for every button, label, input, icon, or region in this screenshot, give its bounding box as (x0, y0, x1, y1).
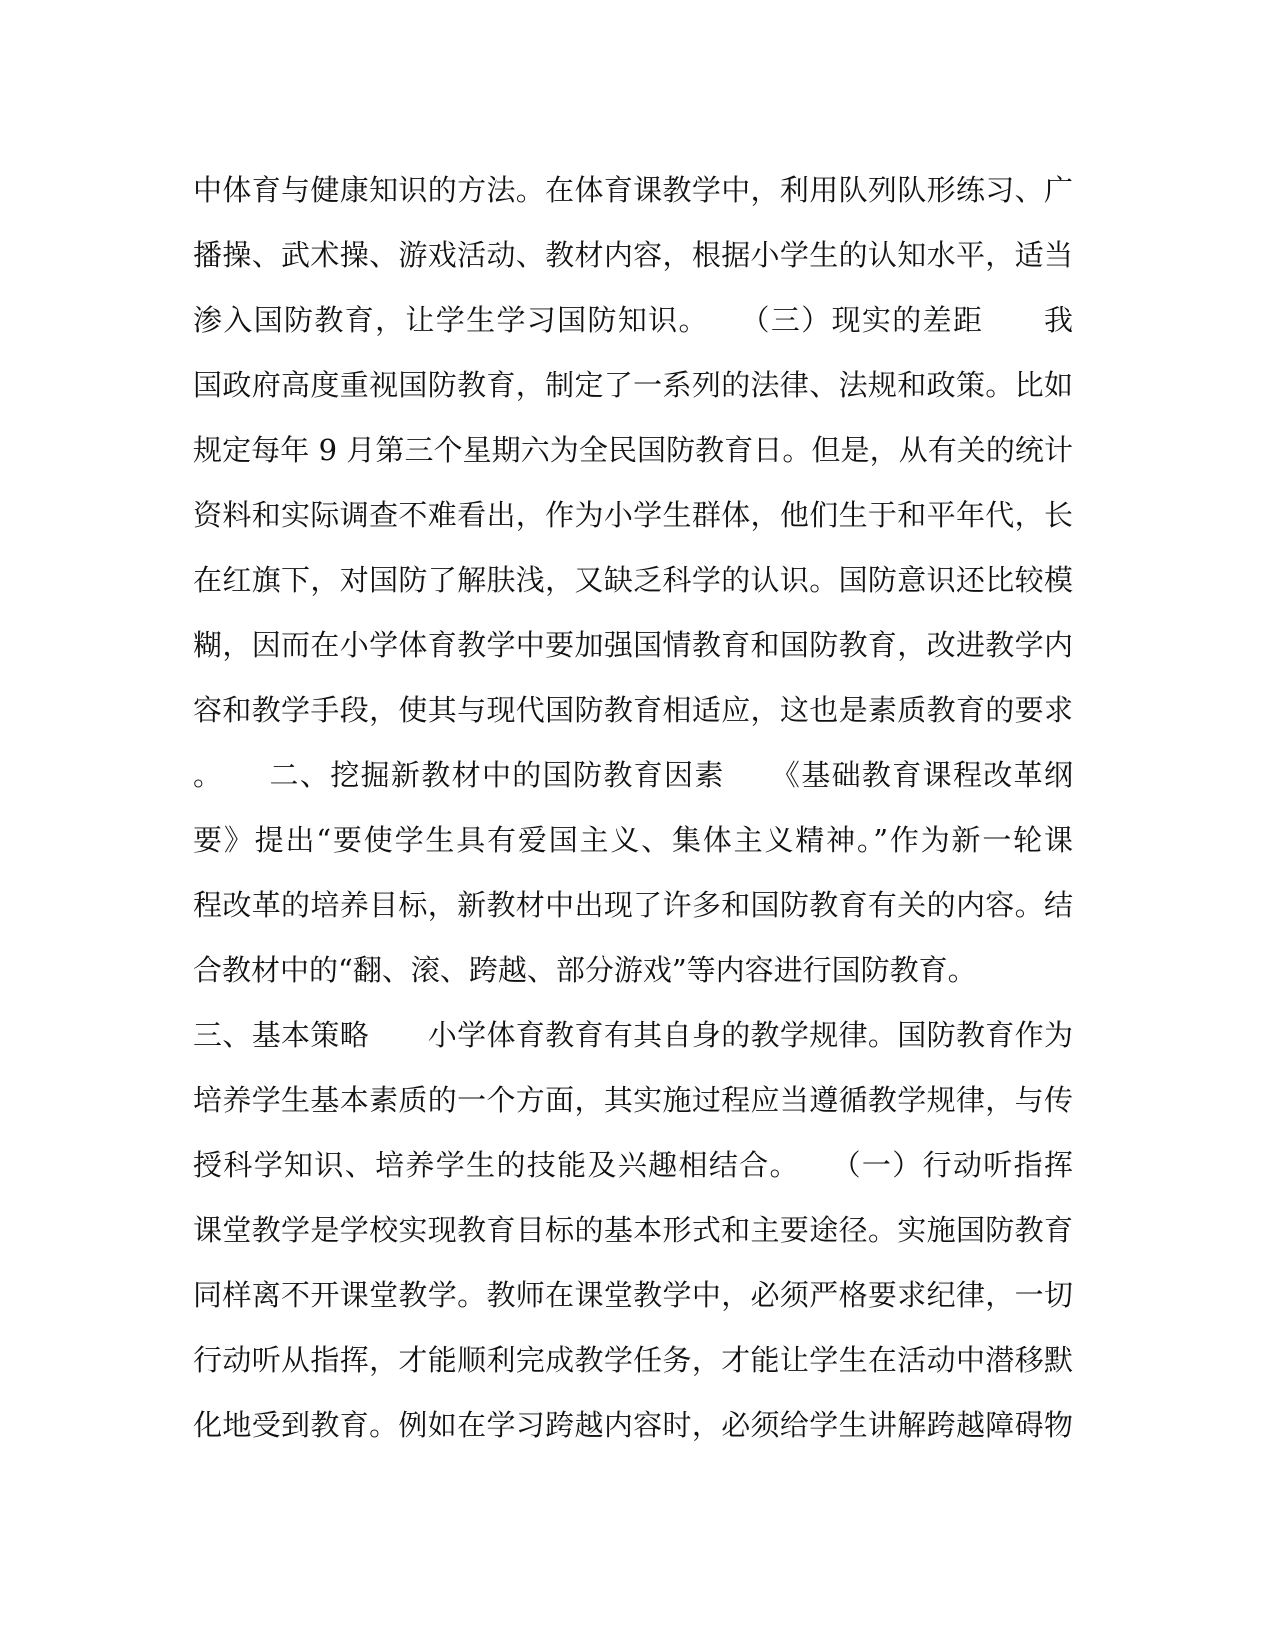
text-line: 行动听从指挥，才能顺利完成教学任务，才能让学生在活动中潜移默 (193, 1343, 1073, 1377)
text-line: 授科学知识、培养学生的技能及兴趣相结合。 （一）行动听指挥 (193, 1148, 1073, 1182)
text-line: 规定每年 9 月第三个星期六为全民国防教育日。但是，从有关的统计 (193, 433, 1073, 467)
text-line: 播操、武术操、游戏活动、教材内容，根据小学生的认知水平，适当 (193, 238, 1073, 272)
text-line: 三、基本策略 小学体育教育有其自身的教学规律。国防教育作为 (193, 1018, 1073, 1052)
text-line: 渗入国防教育，让学生学习国防知识。 （三）现实的差距 我 (193, 303, 1073, 337)
text-line: 课堂教学是学校实现教育目标的基本形式和主要途径。实施国防教育 (193, 1213, 1073, 1247)
text-line: 培养学生基本素质的一个方面，其实施过程应当遵循教学规律，与传 (193, 1083, 1073, 1117)
text-line: 程改革的培养目标，新教材中出现了许多和国防教育有关的内容。结 (193, 888, 1073, 922)
text-line: 在红旗下，对国防了解肤浅，又缺乏科学的认识。国防意识还比较模 (193, 563, 1073, 597)
text-line: 资料和实际调查不难看出，作为小学生群体，他们生于和平年代，长 (193, 498, 1073, 532)
text-line: 化地受到教育。例如在学习跨越内容时，必须给学生讲解跨越障碍物 (193, 1408, 1073, 1442)
text-line: 合教材中的“翻、滚、跨越、部分游戏”等内容进行国防教育。 (193, 953, 977, 987)
text-line: 。 二、挖掘新教材中的国防教育因素 《基础教育课程改革纲 (193, 758, 1073, 792)
body-text (193, 158, 1073, 1458)
text-line: 容和教学手段，使其与现代国防教育相适应，这也是素质教育的要求 (193, 693, 1073, 727)
text-line: 中体育与健康知识的方法。在体育课教学中，利用队列队形练习、广 (193, 173, 1073, 207)
text-line: 糊，因而在小学体育教学中要加强国情教育和国防教育，改进教学内 (193, 628, 1073, 662)
text-line: 国政府高度重视国防教育，制定了一系列的法律、法规和政策。比如 (193, 368, 1073, 402)
text-line: 同样离不开课堂教学。教师在课堂教学中，必须严格要求纪律，一切 (193, 1278, 1073, 1312)
text-line: 要》提出“要使学生具有爱国主义、集体主义精神。”作为新一轮课 (193, 823, 1073, 857)
